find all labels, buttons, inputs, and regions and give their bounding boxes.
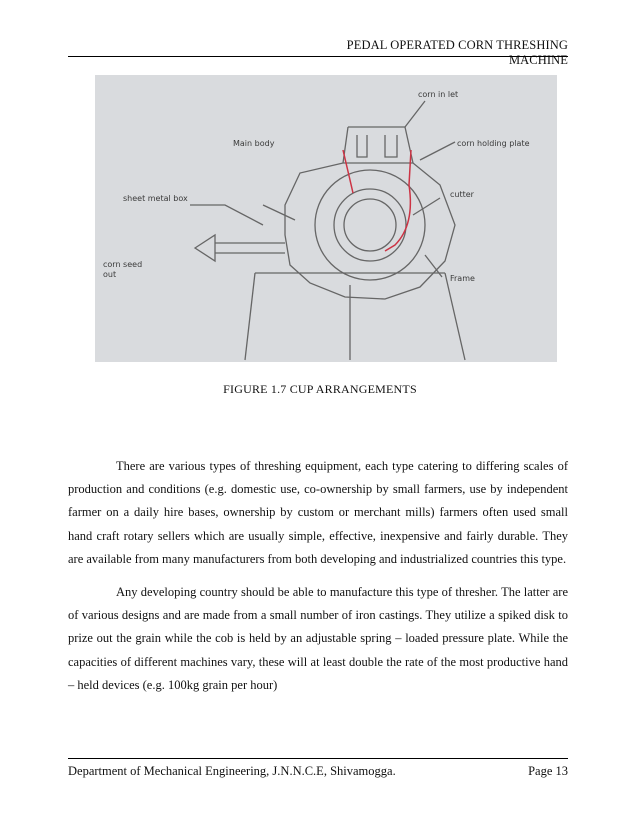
label-corn-seed-out-1: corn seed: [103, 260, 143, 269]
diagram-photo: [95, 75, 557, 362]
paragraph: There are various types of threshing equipment, each type catering to differing scales of production and conditions (e.g. domestic use, co-ownership by small farmers, use by independent farmer on a daily hire bases, ownership by custom or merchant mills) farmers often used small hand craft rotary sellers which are usually simple, effective, inexpensive and fairly durable. They are available from many manufacturers from both developing and industrialized countries this type.: [68, 459, 568, 566]
label-corn-inlet: corn in let: [418, 90, 459, 99]
label-cutter: cutter: [450, 190, 474, 199]
label-main-body: Main body: [233, 139, 275, 148]
cup-arrangement-diagram: [95, 75, 557, 362]
figure-caption: FIGURE 1.7 CUP ARRANGEMENTS: [223, 382, 417, 396]
footer-department: Department of Mechanical Engineering, J.N.N.C.E, Shivamogga.: [68, 764, 396, 778]
page-number: Page 13: [528, 764, 568, 778]
label-corn-holding-plate: corn holding plate: [457, 139, 530, 148]
page-header-title: PEDAL OPERATED CORN THRESHING MACHINE: [346, 38, 568, 67]
body-text: [68, 455, 568, 707]
label-corn-seed-out-2: out: [103, 270, 117, 279]
label-sheet-metal-box: sheet metal box: [123, 194, 188, 203]
label-frame: Frame: [450, 274, 475, 283]
footer-rule: [68, 758, 568, 759]
paragraph: Any developing country should be able to manufacture this type of thresher. The latter are of various designs and are made from a small number of iron castings. They utilize a spiked disk to prize out the grain while the cob is held by an adjustable spring – loaded pressure plate. While the capacities of different machines vary, these will at least double the rate of the most productive hand – held devices (e.g. 100kg grain per hour): [68, 585, 568, 692]
header-rule: [68, 56, 568, 57]
